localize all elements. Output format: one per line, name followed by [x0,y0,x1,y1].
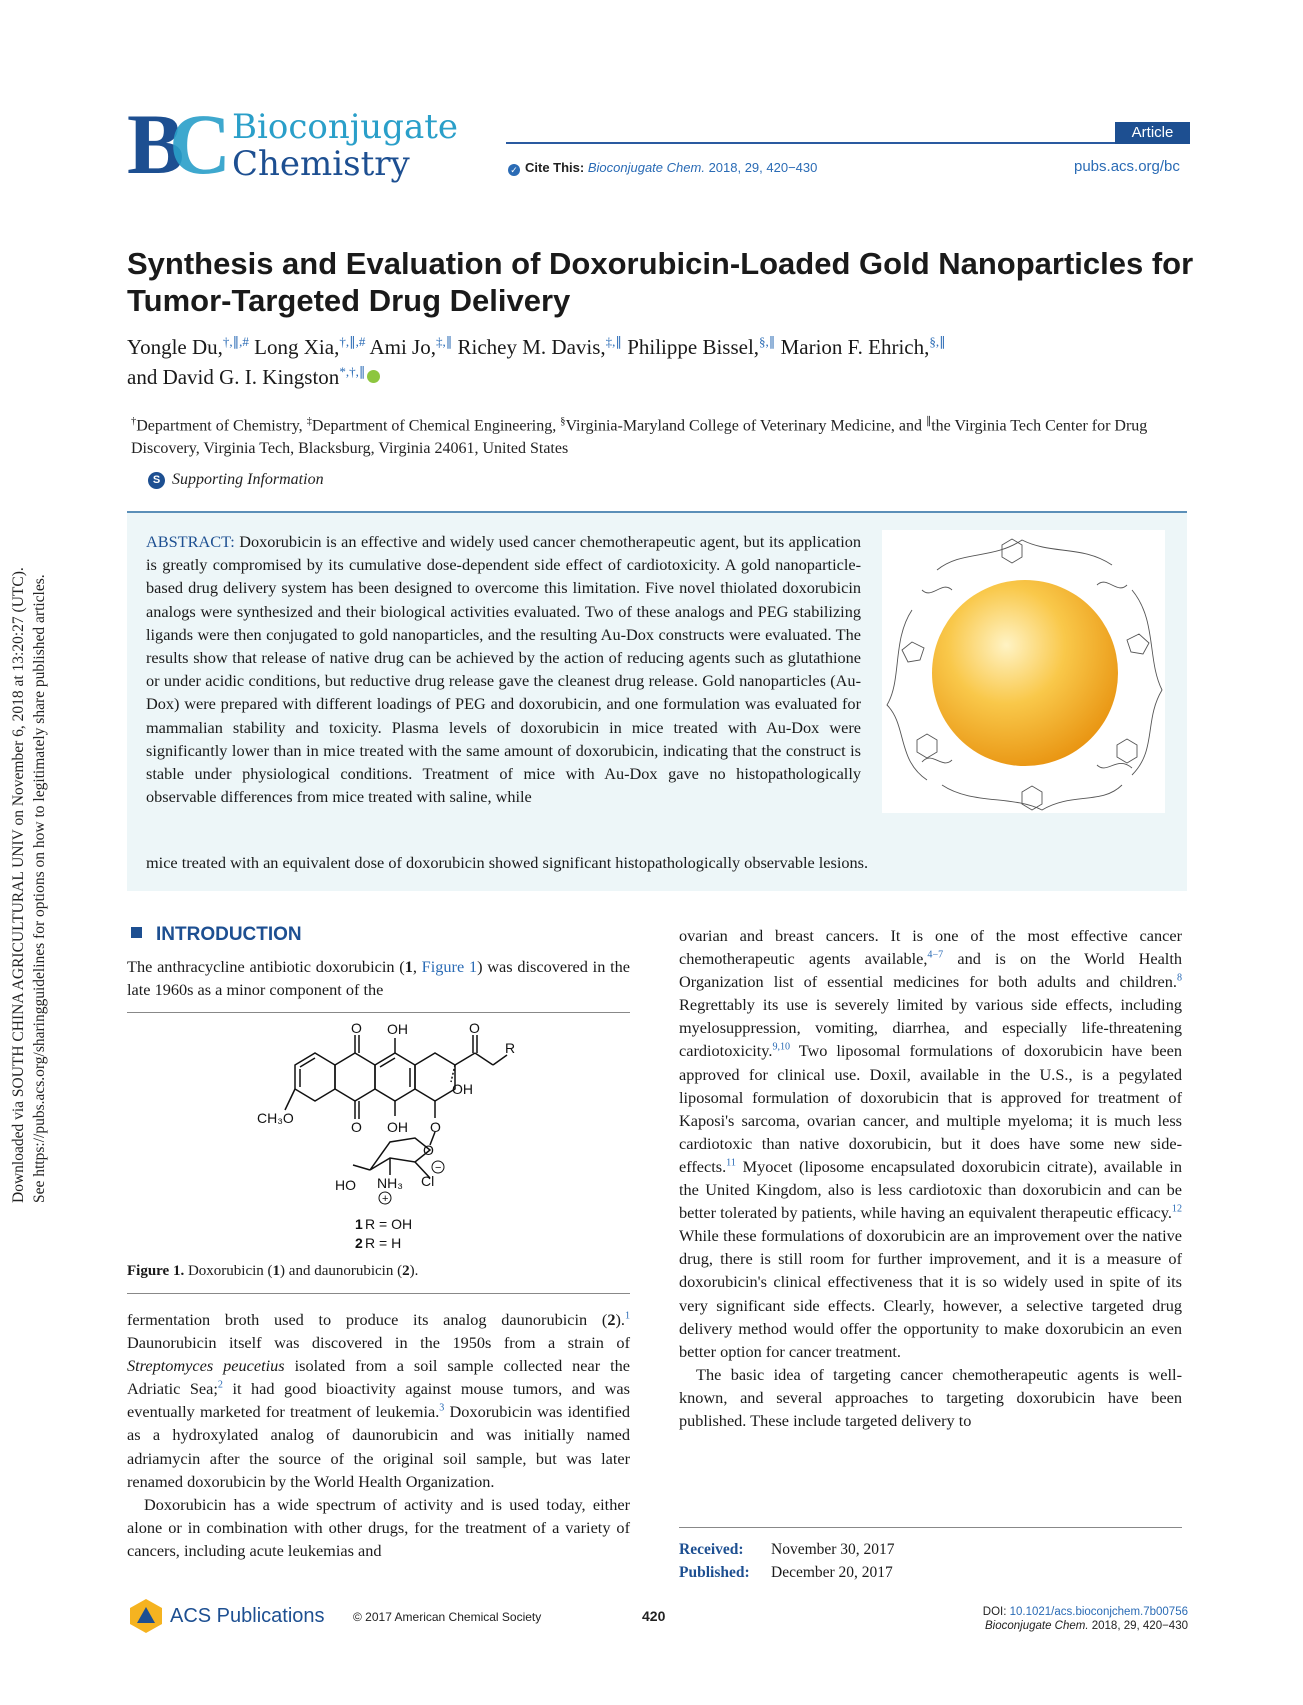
doi-block: DOI: 10.1021/acs.bioconjchem.7b00756 Bioconjugate Chem. 2018, 29, 420−430 [982,1606,1188,1632]
abstract-body: Doxorubicin is an effective and widely used cancer chemotherapeutic agent, but its application is greatly compromised by its cumulative dose-dependent side effect of cardiotoxicity. A gold nanoparticle-based drug delivery system has been designed to overcome this limitation. Five novel thiolated doxorubicin analogs were synthesized and their biological activities evaluated. Two of these analogs and PEG stabilizing ligands were then conjugated to gold nanoparticles, and the resulting Au-Dox constructs were evaluated. The results show that release of native drug can be achieved by the action of reducing agents such as glutathione or under acidic conditions, but reductive drug release gave the cleanest drug release. Gold nanoparticles (Au-Dox) were prepared with different loadings of PEG and doxorubicin, and one formulation was evaluated for mammalian stability and toxicity. Plasma levels of doxorubicin in mice treated with Au-Dox were significantly lower than in mice treated with the same amount of doxorubicin, indicating that the construct is stable under physiological conditions. Treatment of mice with Au-Dox gave no histopathologically observable differences from mice treated with saline, while [146,532,861,807]
svg-text:O: O [351,1020,362,1036]
intro-paragraph-right: ovarian and breast cancers. It is one of the most effective cancer chemotherapeutic agents available,$^{4-7}$ and is on the World Health Organization list of essential medicines for both adults and children.$^8$ Regrettably its use is severely limited by various side effects, including myelosuppression, vomiting, diarrhea, and especially life-threatening cardiotoxicity.$^{9,10}$ Two liposomal formulations of doxorubicin have been approved for clinical use. Doxil, available in the U.S., is a pegylated liposomal formulation of doxorubicin that is approved for treatment of Kaposi's sarcoma, ovarian cancer, and multiple myeloma; it is much less cardiotoxic than native doxorubicin, but it does have some new side-effects.$^{11}$ Myocet (liposome encapsulated doxorubicin citrate), available in the United Kingdom, also is less cardiotoxic than doxorubicin and can be better tolerated by patients, while having an equivalent therapeutic efficacy.$^{12}$ While these formulations of doxorubicin are an improvement over the native drug, there is still room for further improvement, and it is a measure of doxorubicin's clinical effectiveness that it is so widely used in spite of its very significant side effects. Clearly, however, a selective targeted drug delivery method would offer the opportunity to make doxorubicin an even better option for cancer treatment. The basic idea of targeting cancer chemotherapeutic agents is well-known, and several approaches to targeting doxorubicin have been published. These include targeted delivery to [679,924,1182,1432]
supporting-information-link[interactable]: S Supporting Information [148,471,324,489]
author-name: Philippe Bissel, [627,335,760,359]
orcid-icon[interactable] [367,370,380,383]
journal-logo [127,103,512,183]
section-square-icon [131,927,142,938]
figure-1-caption: Figure 1. Doxorubicin (1) and daunorubicin (2). [127,1263,419,1279]
cite-this[interactable] [508,160,817,176]
svg-text:2: 2 [355,1235,363,1251]
doi-link[interactable]: 10.1021/acs.bioconjchem.7b00756 [1009,1606,1188,1618]
toc-graphic-gold-nanoparticle [882,530,1165,813]
copyright: © 2017 American Chemical Society [353,1610,542,1624]
ref-link[interactable]: 11 [726,1157,736,1169]
article-title: Synthesis and Evaluation of Doxorubicin-Loaded Gold Nanoparticles for Tumor-Targeted Drug Delivery [127,246,1194,318]
published-date: December 20, 2017 [771,1564,893,1581]
section-heading-introduction: INTRODUCTION [131,924,302,946]
author-affil-link[interactable]: ‡,∥ [605,334,622,349]
dates-rule [679,1527,1182,1528]
supporting-info-icon: S [148,472,165,489]
svg-text:O: O [430,1119,441,1135]
author-name: Yongle Du, [127,335,223,359]
acs-publications-logo[interactable]: ACS Publications [127,1597,325,1635]
author-affil-link[interactable]: §,∥ [929,334,946,349]
author-name: Long Xia, [254,335,340,359]
svg-text:CH₃O: CH₃O [257,1110,294,1126]
cite-ref[interactable]: 2018, 29, 420−430 [708,160,818,175]
header-rule [506,142,1188,144]
abstract-text [146,530,861,808]
journal-name-line2: Chemistry [232,144,410,183]
figure-1-structure [255,1020,515,1255]
svg-text:C: C [169,103,232,183]
author-name: Richey M. Davis, [457,335,606,359]
svg-text:OH: OH [387,1021,408,1037]
article-type-badge: Article [1115,122,1190,144]
ref-link[interactable]: 8 [1176,972,1182,984]
svg-text:1: 1 [355,1216,363,1232]
download-watermark: Downloaded via SOUTH CHINA AGRICULTURAL UNIV on November 6, 2018 at 13:20:27 (UTC). See https://pubs.acs.org/sharingguidelines for options on how to legitimately share published articles. [10,567,48,1203]
author-list [127,332,1197,392]
acs-hexagon-icon [127,1597,165,1635]
article-dates: Received: November 30, 2017 Published: December 20, 2017 [679,1541,895,1581]
abstract-label: ABSTRACT: [146,532,235,551]
author-name: Ami Jo, [369,335,436,359]
author-name: Marion F. Ehrich, [780,335,930,359]
svg-text:HO: HO [335,1177,356,1193]
ref-link[interactable]: 2 [217,1379,223,1391]
svg-text:NH₃: NH₃ [377,1175,403,1191]
author-affil-link[interactable]: †,∥,# [339,334,366,349]
svg-text:OH: OH [452,1081,473,1097]
ref-link[interactable]: 3 [439,1402,445,1414]
intro-paragraph-3: Doxorubicin has a wide spectrum of activity and is used today, either alone or in combination with other drugs, for the treatment of a variety of cancers, including acute leukemias and [127,1494,630,1560]
author-affil-link[interactable]: §,∥ [759,334,776,349]
cite-label: Cite This: [525,160,585,175]
figure-bottom-rule [127,1293,630,1294]
svg-text:OH: OH [387,1119,408,1135]
svg-text:O: O [351,1119,362,1135]
svg-text:R = H: R = H [365,1235,402,1251]
abstract-last-line: mice treated with an equivalent dose of doxorubicin showed significant histopathologically observable lesions. [146,853,869,872]
intro-paragraph-2: fermentation broth used to produce its analog daunorubicin (2).$^1$ Daunorubicin itself was discovered in the 1950s from a strain of Streptomyces peucetius isolated from a soil sample collected near the Adriatic Sea;$^2$ it had good bioactivity against mouse tumors, and was eventually marketed for treatment of leukemia.$^3$ Doxorubicin was identified as a hydroxylated analog of daunorubicin and was initially named adriamycin after the source of the original soil sample, but was later renamed doxorubicin by the World Health Organization. Doxorubicin has a wide spectrum of activity and is used today, either alone or in combination with other drugs, for the treatment of a variety of cancers, including acute leukemias and [127,1308,630,1562]
ref-link[interactable]: 1 [624,1310,630,1322]
author-name: and David G. I. Kingston [127,365,340,389]
ref-link[interactable]: 9,10 [772,1042,791,1054]
intro-paragraph-right-2: The basic idea of targeting cancer chemotherapeutic agents is well-known, and several approaches to targeting doxorubicin have been published. These include targeted delivery to [679,1364,1182,1430]
figure-1-link[interactable]: Figure 1 [421,957,478,976]
svg-text:R: R [505,1040,515,1056]
journal-url-link[interactable]: pubs.acs.org/bc [1074,158,1180,175]
author-affil-link[interactable]: *,†,∥ [339,364,366,379]
check-icon: ✓ [508,164,520,176]
journal-name-line1: Bioconjugate [232,107,458,147]
author-affil-link[interactable]: ‡,∥ [435,334,453,349]
svg-text:O: O [469,1020,480,1036]
ref-link[interactable]: 12 [1171,1203,1182,1215]
svg-text:O: O [423,1142,434,1158]
author-affil-link[interactable]: †,∥,# [222,334,249,349]
svg-text:R = OH: R = OH [365,1216,413,1232]
svg-text:−: − [435,1162,442,1174]
received-date: November 30, 2017 [771,1541,895,1558]
svg-text:B: B [127,103,185,183]
page-number: 420 [642,1608,666,1624]
svg-text:+: + [382,1193,389,1205]
affiliations: †Department of Chemistry, ‡Department of Chemical Engineering, §Virginia-Maryland College of Veterinary Medicine, and ∥the Virginia Tech Center for Drug Discovery, Virginia Tech, Blacksburg, Virginia 24061, United States [131,416,1148,458]
svg-text:Cl: Cl [421,1173,435,1189]
intro-paragraph-1: The anthracycline antibiotic doxorubicin (1, Figure 1) was discovered in the late 1960s as a minor component of the [127,957,631,1000]
cite-journal[interactable]: Bioconjugate Chem. [587,160,705,175]
figure-top-rule [127,1012,630,1013]
ref-link[interactable]: 4−7 [927,949,944,961]
